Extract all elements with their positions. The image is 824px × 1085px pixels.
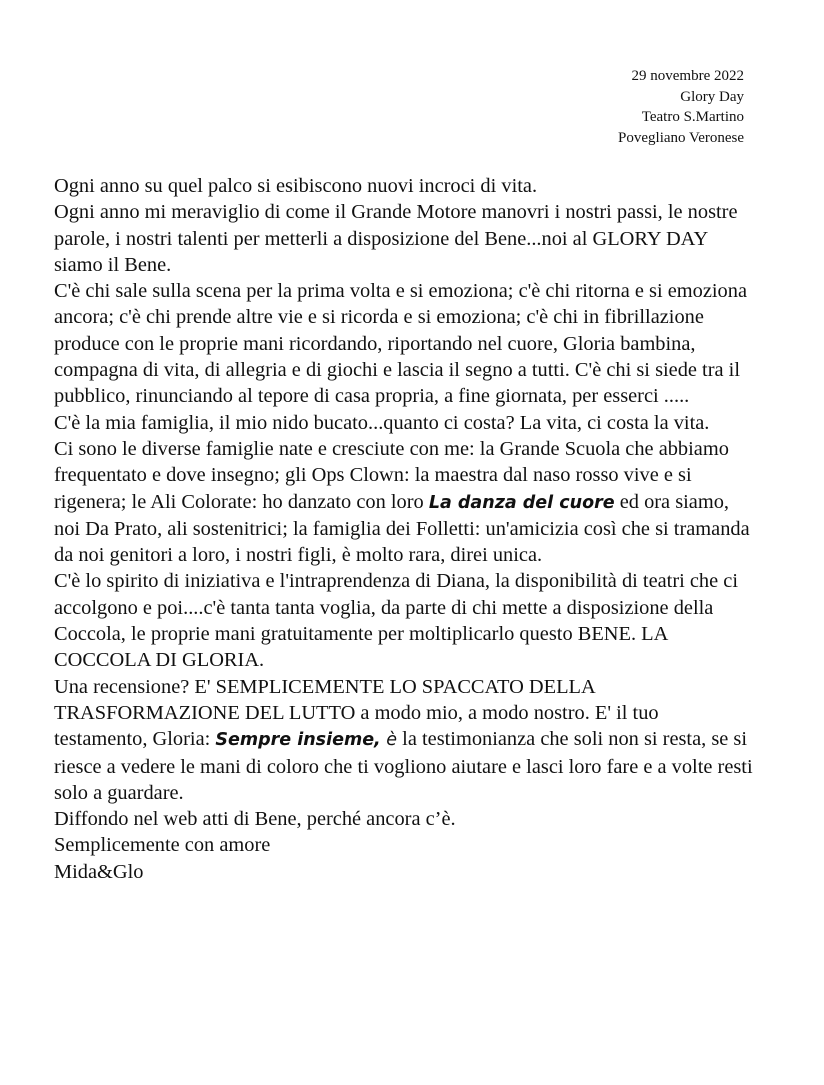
header-date: 29 novembre 2022 [631,68,744,84]
paragraph-6: C'è lo spirito di iniziativa e l'intraprendenza di Diana, la disponibilità di teatri che ci accolgono e poi....c'è tanta tanta voglia, da parte di chi mette a disposizione della Coccola, le proprie mani gratuitamente per moltiplicarlo questo BENE. LA COCCOLA DI GLORIA. [54,570,738,672]
paragraph-7-text-b: la testimonianza che soli non si resta, se si riesce a vedere le mani di coloro che ti vogliono aiutare e lasci loro fare e a volte resti solo a guardare. [54,728,753,804]
header-town: Povegliano Veronese [618,129,744,146]
paragraph-9: Semplicemente con amore [54,834,271,857]
paragraph-5-text-a: Ci sono le diverse famiglie nate e cresciute con me: la Grande Scuola che abbiamo frequentato e dove insegno; gli Ops Clown: la maestra dal naso rosso vive e si rigenera; le Ali Colorate: ho danzato con loro [54,437,729,513]
document-body [54,173,754,885]
document-header [618,66,744,148]
testament-emphasis-verb: è [380,730,398,751]
paragraph-8: Diffondo nel web atti di Bene, perché ancora c’è. [54,808,456,831]
paragraph-2: Ogni anno mi meraviglio di come il Grande Motore manovri i nostri passi, le nostre parole, i nostri talenti per metterli a disposizione del Bene...noi al GLORY DAY siamo il Bene. [54,201,738,276]
paragraph-4: C'è la mia famiglia, il mio nido bucato...quanto ci costa? La vita, ci costa la vita. [54,411,710,434]
paragraph-7 [54,674,754,806]
paragraph-3: C'è chi sale sulla scena per la prima volta e si emoziona; c'è chi ritorna e si emoziona ancora; c'è chi prende altre vie e si ricorda e si emoziona; c'è chi in fibrillazione produce con le proprie mani ricordando, riportando nel cuore, Gloria bambina, compagna di vita, di allegria e di giochi e lascia il segno a tutti. C'è chi si siede tra il pubblico, rinunciando al tepore di casa propria, a fine giornata, per esserci ..... [54,280,748,408]
paragraph-1: Ogni anno su quel palco si esibiscono nuovi incroci di vita. [54,175,538,197]
header-venue: Teatro S.Martino [641,109,744,125]
dance-title-emphasis: La danza del cuore [428,492,615,513]
paragraph-5-text-b: ed ora siamo, noi Da Prato, ali sostenitrici; la famiglia dei Folletti: un'amicizia così che si tramanda da noi genitori a loro, i nostri figli, è molto rara, direi unica. [54,490,750,567]
testament-emphasis: Sempre insieme, [215,730,381,751]
header-event: Glory Day [680,88,744,105]
paragraph-5 [54,436,754,568]
paragraph-7-text-a: Una recensione? E' SEMPLICEMENTE LO SPACCATO DELLA TRASFORMAZIONE DEL LUTTO a modo mio, a modo nostro. E' il tuo testamento, Gloria: [54,675,659,751]
signature: Mida&Glo [54,860,144,883]
